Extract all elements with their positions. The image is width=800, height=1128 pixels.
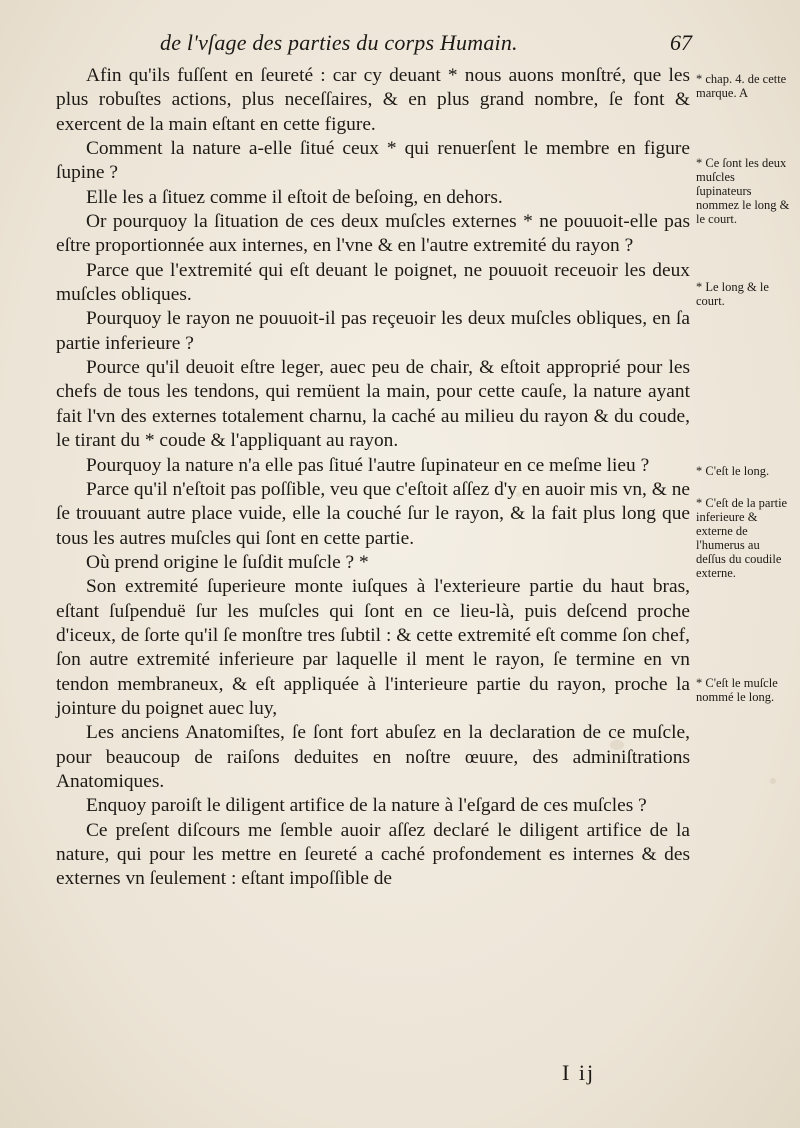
page-header [160, 30, 692, 60]
margin-note: * C'eſt de la partie inferieure & externe de l'humerus au deſſus du coudile externe. [696, 496, 788, 580]
margin-notes [696, 68, 792, 1068]
paragraph: Les anciens Anatomiſtes, ſe ſont fort abuſez en la declaration de ce muſcle, pour beaucoup de raiſons deduites en noſtre œuure, des adminiſtrations Anatomiques. [56, 722, 690, 792]
paragraph: Or pourquoy la ſituation de ces deux muſcles externes * ne pouuoit-elle pas eſtre proportionnée aux internes, en l'vne & en l'autre extremité du rayon ? [56, 211, 690, 257]
paragraph: Où prend origine le ſuſdit muſcle ? * [86, 551, 369, 573]
paragraph: Parce qu'il n'eſtoit pas poſſible, veu que c'eſtoit aſſez d'y en auoir mis vn, & ne ſe trouuant autre place vuide, elle la couché ſur le rayon, & la fait plus long que tous les autres muſcles qui ſont en cette partie. [56, 478, 690, 549]
paragraph: Afin qu'ils fuſſent en ſeureté : car cy deuant * nous auons monſtré, que les plus robuſtes actions, plus neceſſaires, & en plus grand nombre, ſe font & exercent de la main eſtant en cette figure. [56, 65, 690, 135]
margin-note: * Ce ſont les deux muſcles ſupinateurs nommez le long & le court. [696, 156, 790, 226]
margin-note: * C'eſt le long. [696, 464, 770, 478]
paragraph: Parce que l'extremité qui eſt deuant le poignet, ne pouuoit receuoir les deux muſcles obliques. [56, 259, 690, 306]
paragraph: Pource qu'il deuoit eſtre leger, auec peu de chair, & eſtoit approprié pour les chefs de tous les tendons, qui remüent la main, pour cette cauſe, la nature ayant fait l'vn des externes totalement charnu, la caché au milieu du rayon & du coude, le tirant du * coude & l'appliquant au rayon. [56, 357, 690, 452]
paragraph: Ce preſent diſcours me ſemble auoir aſſez declaré le diligent artifice de la nature, qui pour les mettre en ſeureté a caché profondement es internes & des externes vn ſeulement : eſtant impoſſible de [56, 819, 690, 890]
running-title: de l'vſage des parties du corps Humain. [160, 30, 518, 55]
margin-note: * C'eſt le muſcle nommé le long. [696, 676, 778, 704]
paragraph: Pourquoy la nature n'a elle pas ſitué l'autre ſupinateur en ce meſme lieu ? [86, 454, 650, 476]
signature-mark: I ij [562, 1060, 596, 1085]
paragraph: Elle les a ſituez comme il eſtoit de beſoing, en dehors. [86, 186, 503, 208]
paragraph: Pourquoy le rayon ne pouuoit-il pas reçeuoir les deux muſcles obliques, en ſa partie inferieure ? [56, 308, 690, 354]
paragraph: Enquoy paroiſt le diligent artifice de la nature à l'eſgard de ces muſcles ? [86, 795, 647, 817]
margin-note: * Le long & le court. [696, 280, 769, 308]
margin-note: * chap. 4. de cette marque. A [696, 72, 787, 100]
paragraph: Son extremité ſuperieure monte iuſques à l'exterieure partie du haut bras, eſtant ſuſpenduë ſur les muſcles qui ſont en ce lieu-là, puis deſcend proche d'iceux, de ſorte qu'il ſe monſtre tres ſubtil : & cette extremité eſt comme ſon chef, ſon autre extremité inferieure par laquelle il ment le rayon, ſe termine en vn tendon membraneux, & eſt appliquée à l'interieure partie du rayon, proche la jointure du poignet auec luy, [56, 576, 690, 719]
main-text [56, 64, 690, 892]
paragraph: Comment la nature a-elle ſitué ceux * qui renuerſent le membre en figure ſupine ? [56, 138, 690, 184]
page-number: 67 [670, 30, 692, 55]
